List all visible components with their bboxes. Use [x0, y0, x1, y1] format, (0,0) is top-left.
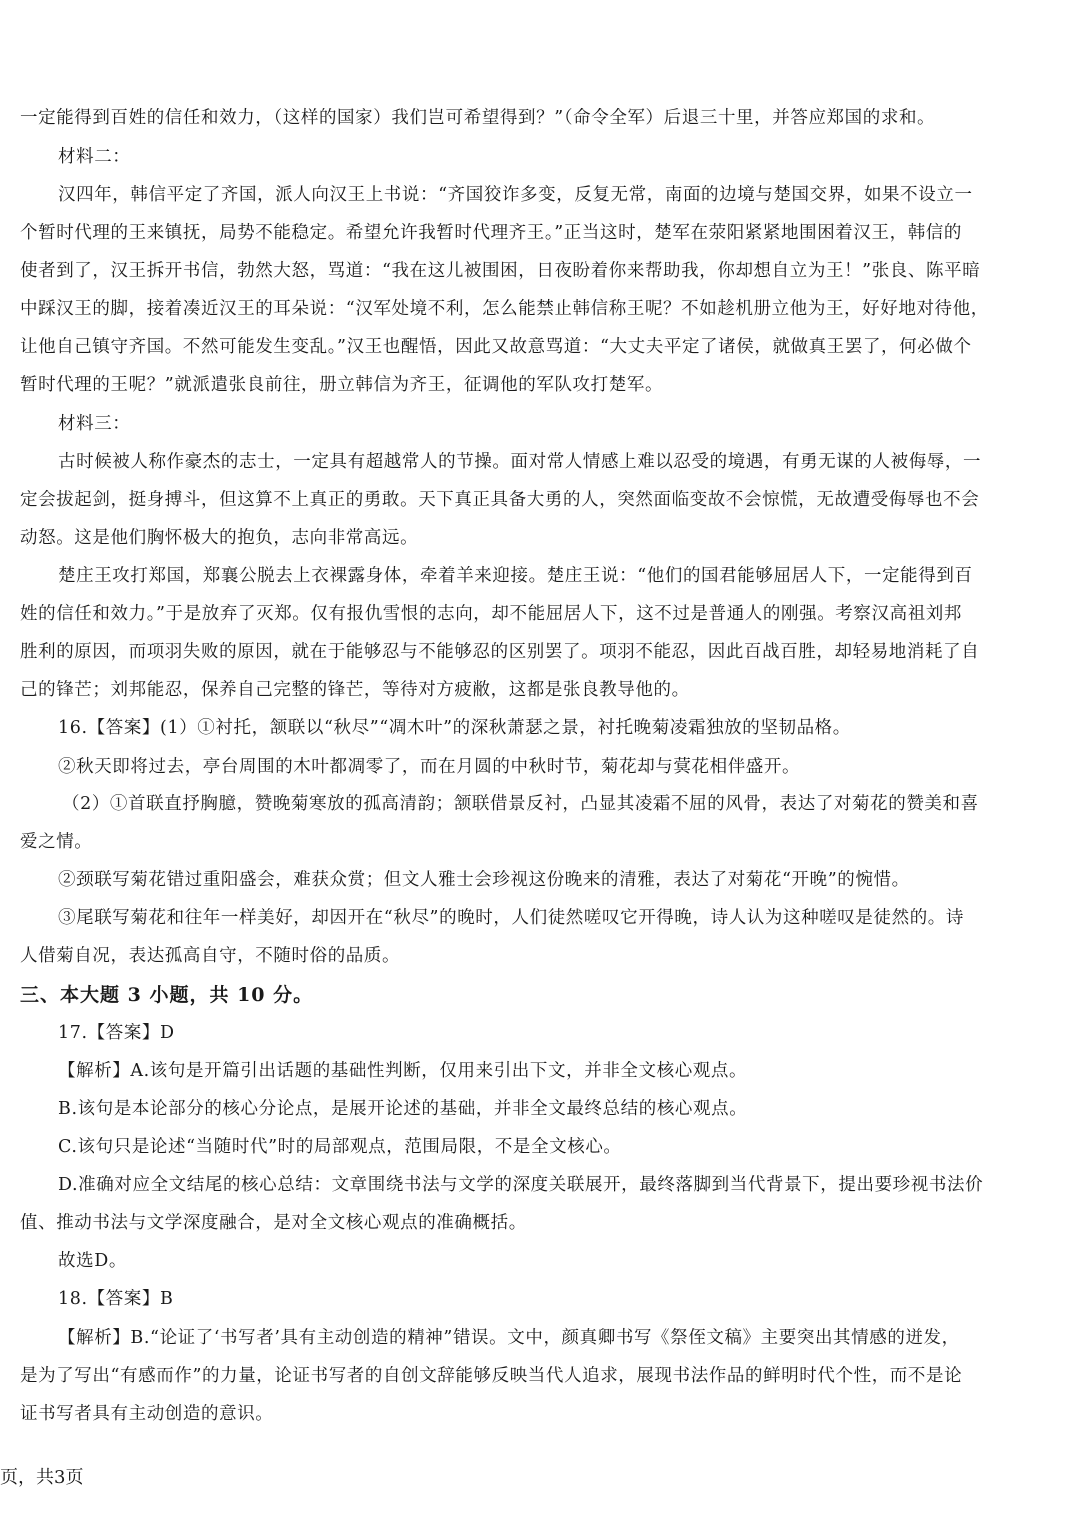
answer-16-line: 16.【答案】(1）①衬托，颔联以“秋尽”“凋木叶”的深秋萧瑟之景，衬托晚菊凌霜独放的坚韧品格。 — [58, 718, 851, 738]
paragraph-line: 【解析】A.该句是开篇引出话题的基础性判断，仅用来引出下文，并非全文核心观点。 — [58, 1061, 748, 1081]
paragraph-line: 姓的信任和效力。”于是放弃了灭郑。仅有报仇雪恨的志向，却不能屈居人下，这不过是普通人的刚强。考察汉高祖刘邦 — [20, 604, 962, 624]
answer-17-line: 17.【答案】D — [58, 1023, 175, 1043]
material-three-label: 材料三： — [58, 414, 131, 434]
paragraph-line: 故选D。 — [58, 1251, 127, 1271]
paragraph-line: 一定能得到百姓的信任和效力，（这样的国家）我们岂可希望得到？”（命令全军）后退三十里，并答应郑国的求和。 — [20, 108, 936, 128]
paragraph-line: 楚庄王攻打郑国，郑襄公脱去上衣裸露身体，牵着羊来迎接。楚庄王说：“他们的国君能够屈居人下，一定能得到百 — [58, 566, 973, 586]
paragraph-line: 让他自己镇守齐国。不然可能发生变乱。”汉王也醒悟，因此又故意骂道：“大丈夫平定了诸侯，就做真王罢了，何必做个 — [20, 337, 972, 357]
page-footer: 页，共3页 — [0, 1467, 84, 1488]
paragraph-line: 爱之情。 — [20, 832, 93, 852]
paragraph-line: 动怒。这是他们胸怀极大的抱负，志向非常高远。 — [20, 528, 419, 548]
paragraph-line: 【解析】B.“论证了‘书写者’具有主动创造的精神”错误。文中，颜真卿书写《祭侄文稿》主要突出其情感的迸发， — [58, 1328, 960, 1348]
paragraph-line: ②颈联写菊花错过重阳盛会，难获众赏；但文人雅士会珍视这份晚来的清雅，表达了对菊花“开晚”的惋惜。 — [58, 870, 910, 890]
paragraph-line: 胜利的原因，而项羽失败的原因，就在于能够忍与不能够忍的区别罢了。项羽不能忍，因此百战百胜，却轻易地消耗了自 — [20, 642, 980, 662]
section-three-heading: 三、本大题 3 小题，共 10 分。 — [20, 984, 314, 1006]
paragraph-line: ②秋天即将过去，亭台周围的木叶都凋零了，而在月圆的中秋时节，菊花却与蓂花相伴盛开。 — [58, 757, 801, 777]
paragraph-line: ③尾联写菊花和往年一样美好，却因开在“秋尽”的晚时，人们徒然嗟叹它开得晚，诗人认为这种嗟叹是徒然的。诗 — [58, 908, 964, 928]
material-two-label: 材料二： — [58, 147, 131, 167]
paragraph-line: 值、推动书法与文学深度融合，是对全文核心观点的准确概括。 — [20, 1213, 527, 1233]
paragraph-line: C.该句只是论述“当随时代”时的局部观点，范围局限，不是全文核心。 — [58, 1137, 622, 1157]
paragraph-line: 己的锋芒；刘邦能忍，保养自己完整的锋芒，等待对方疲敝，这都是张良教导他的。 — [20, 680, 690, 700]
paragraph-line: 证书写者具有主动创造的意识。 — [20, 1404, 274, 1424]
paragraph-line: 汉四年，韩信平定了齐国，派人向汉王上书说：“齐国狡诈多变，反复无常，南面的边境与楚国交界，如果不设立一 — [58, 185, 973, 205]
paragraph-line: 个暂时代理的王来镇抚，局势不能稳定。希望允许我暂时代理齐王。”正当这时，楚军在荥阳紧紧地围困着汉王，韩信的 — [20, 223, 962, 243]
paragraph-line: 中踩汉王的脚，接着凑近汉王的耳朵说：“汉军处境不利，怎么能禁止韩信称王呢？不如趁机册立他为王，好好地对待他， — [20, 299, 989, 319]
paragraph-line: D.准确对应全文结尾的核心总结：文章围绕书法与文学的深度关联展开，最终落脚到当代背景下，提出要珍视书法价 — [58, 1175, 984, 1195]
paragraph-line: B.该句是本论部分的核心分论点，是展开论述的基础，并非全文最终总结的核心观点。 — [58, 1099, 748, 1119]
paragraph-line: 暂时代理的王呢？”就派遣张良前往，册立韩信为齐王，征调他的军队攻打楚军。 — [20, 375, 664, 395]
paragraph-line: 是为了写出“有感而作”的力量，论证书写者的自创文辞能够反映当代人追求，展现书法作品的鲜明时代个性，而不是论 — [20, 1366, 963, 1386]
answer-18-line: 18.【答案】B — [58, 1289, 174, 1309]
paragraph-line: 定会拔起剑，挺身搏斗，但这算不上真正的勇敢。天下真正具备大勇的人，突然面临变故不会惊慌，无故遭受侮辱也不会 — [20, 490, 980, 510]
paragraph-line: 古时候被人称作豪杰的志士，一定具有超越常人的节操。面对常人情感上难以忍受的境遇，有勇无谋的人被侮辱，一 — [58, 452, 982, 472]
paragraph-line: 使者到了，汉王拆开书信，勃然大怒，骂道：“我在这儿被围困，日夜盼着你来帮助我，你却想自立为王！”张良、陈平暗 — [20, 261, 981, 281]
paragraph-line: 人借菊自况，表达孤高自守，不随时俗的品质。 — [20, 946, 401, 966]
paragraph-line: （2）①首联直抒胸臆，赞晚菊寒放的孤高清韵；颔联借景反衬，凸显其凌霜不屈的风骨，表达了对菊花的赞美和喜 — [62, 794, 979, 814]
